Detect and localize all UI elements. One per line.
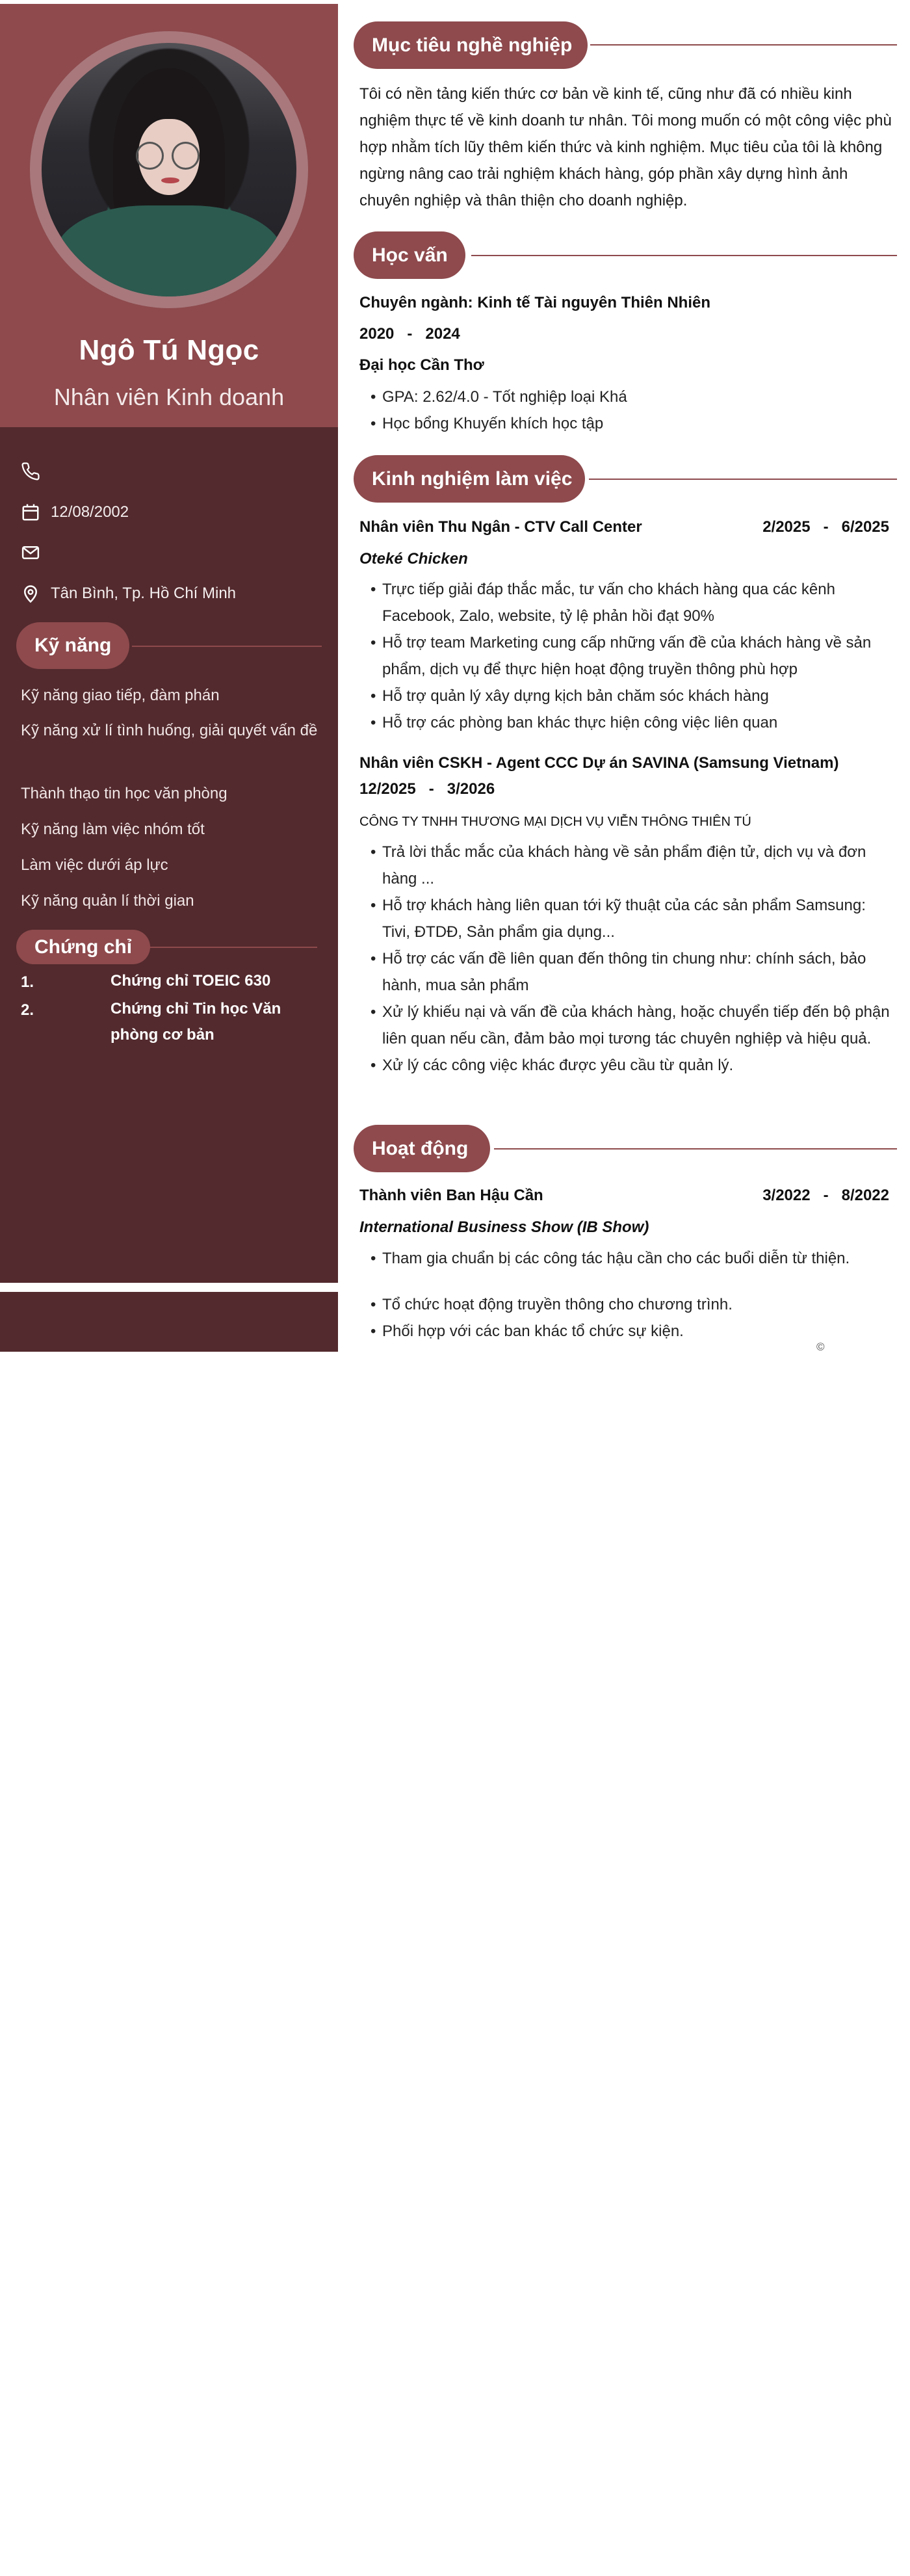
address-value: Tân Bình, Tp. Hồ Chí Minh xyxy=(51,585,237,602)
education-heading: Học vấn xyxy=(354,231,465,279)
activity-period: 3/2022 - 8/2022 xyxy=(762,1187,889,1204)
activities-heading: Hoạt động xyxy=(354,1125,490,1172)
job-bullet: • Xử lý khiếu nại và vấn đề của khách hàng, hoặc chuyển tiếp đến bộ phận liên quan nếu cần, đảm bảo mọi tương tác chuyên nghiệp và hiệu quả. xyxy=(370,999,897,1052)
education-bullet: • Học bổng Khuyến khích học tập xyxy=(370,410,897,437)
skill-item: Kỹ năng xử lí tình huống, giải quyết vấn đề xyxy=(21,722,318,739)
activity-bullet: • Tổ chức hoạt động truyền thông cho chương trình. xyxy=(370,1291,897,1318)
contact-birthday xyxy=(21,503,129,522)
objective-text: Tôi có nền tảng kiến thức cơ bản về kinh tế, cũng như đã có nhiều kinh nghiệm thực tế về kinh doanh tư nhân. Tôi mong muốn có một công việc phù hợp nhằm tích lũy thêm kiến thức và kinh nghiệm. Mục tiêu của tôi là không ngừng nâng cao trải nghiệm khách hàng, góp phần xây dựng hình ảnh chuyên nghiệp và thân thiện cho doanh nghiệp. xyxy=(359,85,892,209)
education-bullet: • GPA: 2.62/4.0 - Tốt nghiệp loại Khá xyxy=(370,384,897,410)
certificates-divider xyxy=(147,947,317,948)
candidate-name: Ngô Tú Ngọc xyxy=(79,334,259,366)
skill-item: Thành thạo tin học văn phòng xyxy=(21,785,228,802)
experience-heading: Kinh nghiệm làm việc xyxy=(354,455,585,503)
objective-heading: Mục tiêu nghề nghiệp xyxy=(354,21,588,69)
copyright-icon: © xyxy=(816,1341,825,1353)
activities-divider xyxy=(494,1148,897,1150)
certificates-heading: Chứng chỉ xyxy=(16,930,150,964)
job-bullet: • Hỗ trợ các vấn đề liên quan đến thông tin chung như: chính sách, bảo hành, mua sản phẩm xyxy=(370,945,897,999)
job-company: CÔNG TY TNHH THƯƠNG MẠI DỊCH VỤ VIỄN THÔNG THIÊN TÚ xyxy=(359,815,751,829)
objective-divider xyxy=(590,44,897,46)
contact-email xyxy=(21,543,51,562)
avatar-frame xyxy=(30,31,308,308)
job-bullet: • Trả lời thắc mắc của khách hàng về sản phẩm điện tử, dịch vụ và đơn hàng ... xyxy=(370,839,897,892)
certificate-number: 1. xyxy=(21,973,34,991)
job-company: Oteké Chicken xyxy=(359,550,468,568)
certificate-item: Chứng chỉ TOEIC 630 xyxy=(110,972,271,990)
birthday-value: 12/08/2002 xyxy=(51,503,129,521)
job-bullet: • Hỗ trợ các phòng ban khác thực hiện công việc liên quan xyxy=(370,709,897,736)
activity-bullet: • Tham gia chuẩn bị các công tác hậu cần cho các buổi diễn từ thiện. xyxy=(370,1245,897,1272)
skills-divider xyxy=(132,646,322,647)
job-bullet: • Trực tiếp giải đáp thắc mắc, tư vấn cho khách hàng qua các kênh Facebook, Zalo, website, tỷ lệ phản hồi đạt 90% xyxy=(370,576,897,629)
job-period: 12/2025 - 3/2026 xyxy=(359,780,495,798)
skill-item: Kỹ năng làm việc nhóm tốt xyxy=(21,821,205,838)
job-bullet: • Hỗ trợ khách hàng liên quan tới kỹ thuật của các sản phẩm Samsung: Tivi, ĐTDĐ, Sản phẩm gia dụng... xyxy=(370,892,897,945)
education-divider xyxy=(471,255,897,256)
education-bullets xyxy=(370,384,897,437)
skills-heading: Kỹ năng xyxy=(16,622,129,669)
activity-org: International Business Show (IB Show) xyxy=(359,1218,649,1236)
job-bullet: • Xử lý các công việc khác được yêu cầu từ quản lý. xyxy=(370,1052,897,1079)
sidebar-header xyxy=(0,4,338,427)
mail-icon xyxy=(21,543,40,562)
job-position: Nhân viên Thu Ngân - CTV Call Center xyxy=(359,518,642,536)
certificate-number: 2. xyxy=(21,1001,34,1019)
job-position: Nhân viên CSKH - Agent CCC Dự án SAVINA (Samsung Vietnam) xyxy=(359,754,839,772)
calendar-icon xyxy=(21,503,40,522)
education-major: Chuyên ngành: Kinh tế Tài nguyên Thiên Nhiên xyxy=(359,294,710,311)
candidate-role: Nhân viên Kinh doanh xyxy=(53,384,285,410)
job-bullets xyxy=(370,576,897,736)
job-bullets xyxy=(370,839,897,1079)
job-bullet: • Hỗ trợ quản lý xây dựng kịch bản chăm sóc khách hàng xyxy=(370,683,897,709)
contact-phone xyxy=(21,462,51,481)
job-bullet: • Hỗ trợ team Marketing cung cấp những vấn đề của khách hàng về sản phẩm, dịch vụ để thực hiện hoạt động truyền thông phù hợp xyxy=(370,629,897,683)
certificate-item: Chứng chỉ Tin học Văn phòng cơ bản xyxy=(110,1000,281,1044)
experience-divider xyxy=(589,479,897,480)
activity-bullet: • Phối hợp với các ban khác tổ chức sự kiện. xyxy=(370,1318,897,1345)
avatar xyxy=(42,43,296,296)
job-period: 2/2025 - 6/2025 xyxy=(762,518,889,536)
phone-icon xyxy=(21,462,40,481)
activity-bullets xyxy=(370,1245,897,1345)
activity-position: Thành viên Ban Hậu Cần xyxy=(359,1187,543,1204)
location-pin-icon xyxy=(21,584,40,603)
skill-item: Kỹ năng quản lí thời gian xyxy=(21,892,194,910)
sidebar-footer-block xyxy=(0,1292,338,1352)
education-school: Đại học Cần Thơ xyxy=(359,356,484,374)
skill-item: Kỹ năng giao tiếp, đàm phán xyxy=(21,687,220,704)
skill-item: Làm việc dưới áp lực xyxy=(21,856,168,874)
education-period: 2020 - 2024 xyxy=(359,325,460,343)
contact-address xyxy=(21,584,236,603)
